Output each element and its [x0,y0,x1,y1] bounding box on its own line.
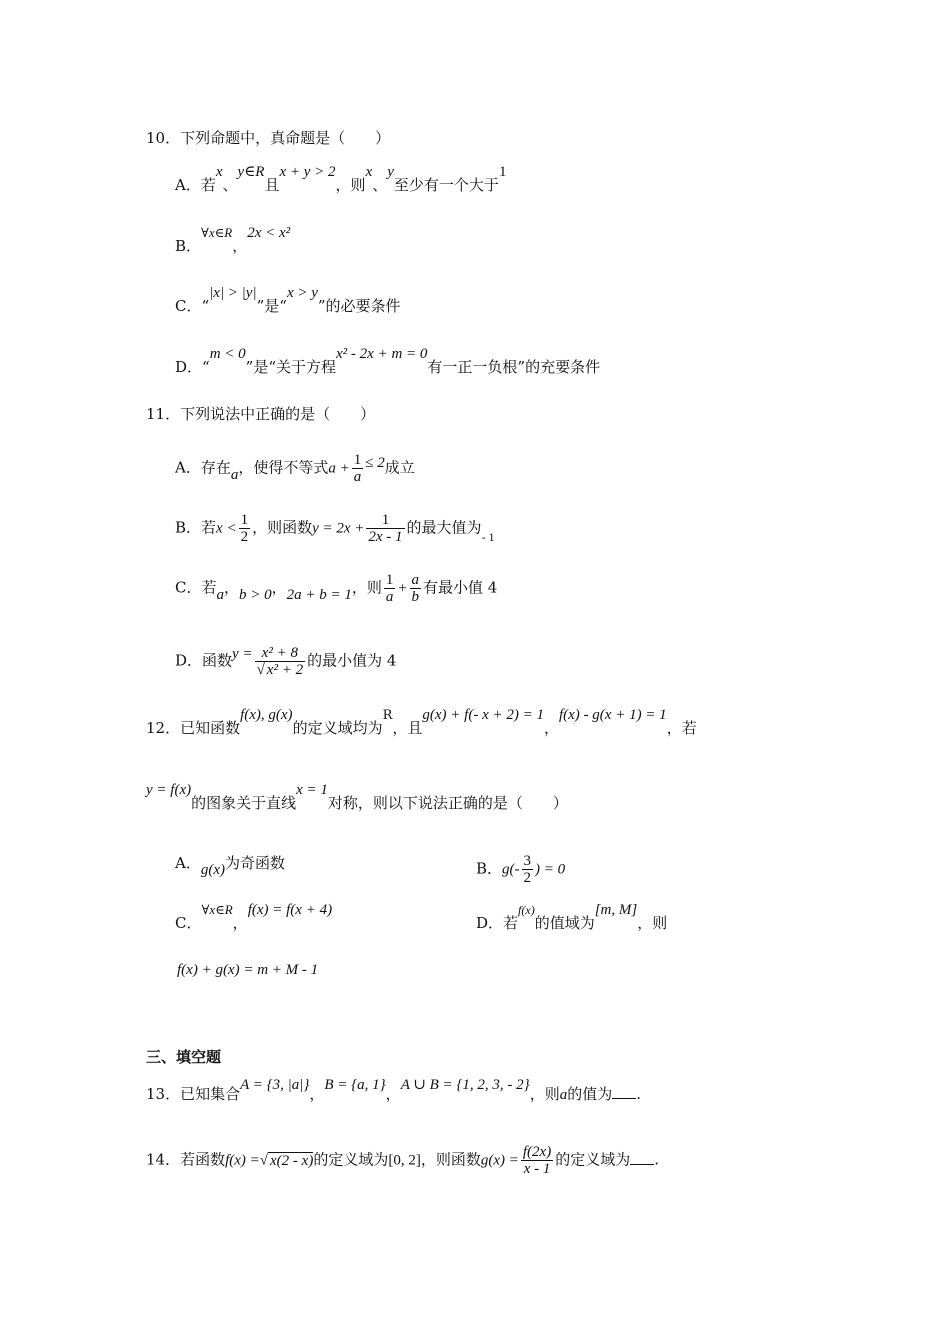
math: x + y > 2 [279,164,336,180]
q12-option-d-cont [177,959,318,980]
q11-option-a [175,452,415,485]
math: 2a + b = 1 [286,586,352,603]
q14 [146,1144,659,1177]
denominator: 2 [240,529,249,545]
text: 有一正一负根”的充要条件 [427,358,601,376]
text: 14．若函数 [146,1150,226,1169]
text: 的定义域为 [313,1150,389,1169]
q11-option-d [175,645,396,678]
denominator: 2 [523,870,532,886]
q12-option-a [175,853,286,878]
option-label: D．函数 [175,651,233,670]
text: ， [309,1085,325,1103]
math: a [559,1087,568,1103]
text: 、 [222,176,238,194]
math: y = 2x + [312,520,365,537]
math: f(x) - g(x + 1) = 1 [558,707,667,723]
math: x [365,164,373,180]
text: ， [232,237,248,255]
option-label: A． [175,854,201,872]
option-label: B．若 [175,518,217,537]
text: ，则 [529,1085,560,1103]
text: 13．已知集合 [146,1085,241,1103]
math: ≤ 2 [365,454,385,471]
text: ，则 [351,578,382,597]
numerator: a [411,572,420,588]
math: x = 1 [296,782,328,798]
option-label: B． [476,859,503,878]
math: [0, 2] [388,1152,421,1169]
text: ， [271,578,287,597]
numerator: 3 [523,853,532,869]
q13 [146,1077,641,1105]
text: 有最小值 4 [423,578,498,597]
math: x < [216,520,237,537]
math: ∀x∈R [201,225,233,240]
numerator: 1 [366,512,404,529]
option-label: A．若 [175,176,216,194]
fraction [384,572,396,605]
numerator: 1 [385,572,394,588]
numerator: 1 [240,512,249,528]
text: 的定义域为 [555,1150,631,1169]
q12-option-b [476,853,565,886]
answer-blank[interactable] [630,1150,654,1165]
text: 的值域为 [534,914,595,932]
text: ，则 [335,176,366,194]
q10-stem [146,128,390,148]
fraction [239,512,251,545]
radicand: x(2 - x) [270,1152,314,1169]
option-label: D．“ [175,358,210,376]
text: . [654,1150,660,1169]
text: ”的必要条件 [317,297,401,315]
text: 为奇函数 [225,854,286,872]
q11-option-b [175,512,495,545]
text: 至少有一个大于 [393,176,499,194]
text: ， [543,719,559,737]
math: 1 [498,164,507,180]
option-label: C．“ [175,297,210,315]
text: 且 [264,176,280,194]
q12-option-d [476,902,668,934]
q10-stem-text: 10．下列命题中，真命题是（ ） [146,129,391,147]
section-heading [146,1047,221,1067]
math: f(x) + g(x) = m + M - 1 [177,962,319,978]
denominator: x - 1 [523,1161,551,1177]
option-label: C． [175,914,202,932]
fraction [366,512,404,545]
math: x > y [286,285,318,301]
q12-stem-line2 [146,782,568,814]
q10-option-c [175,285,401,317]
math: g(x) [200,862,225,878]
math: R [382,708,393,723]
text: 成立 [384,458,415,477]
text: ”是“关于方程 [245,358,337,376]
numerator: 1 [353,452,362,468]
text: 12．已知函数 [146,719,241,737]
denominator: √ x² + 2 [256,662,304,678]
math: x² - 2x + m = 0 [336,346,428,362]
math: |x| > |y| [209,285,257,301]
q10-option-b [175,225,291,257]
text: ，则函数 [420,1150,481,1169]
math: 2x < x² [247,225,291,241]
text: ， [385,1085,401,1103]
text: ，则函数 [252,518,313,537]
math: A = {3, |a|} [240,1077,310,1093]
text: . [636,1085,641,1103]
math: ∀x∈R [201,902,233,917]
text: 、 [372,176,388,194]
q12-option-c [175,902,333,934]
denominator: 2x - 1 [368,529,403,545]
answer-blank[interactable] [612,1084,636,1099]
math: a [230,466,239,483]
math: y = [232,645,253,662]
math: f(x) = [225,1152,260,1169]
numerator: f(2x) [522,1144,552,1160]
fraction [352,452,364,485]
math: f(x), g(x) [240,707,293,723]
text: 的值为 [567,1085,613,1103]
text: ，则 [637,914,668,932]
math: a [216,586,224,603]
math: f(x) [518,903,535,917]
math: f(x) = f(x + 4) [247,902,333,918]
text: 的最小值为 4 [307,651,397,670]
option-label: B． [175,237,202,255]
text: ”是“ [256,297,287,315]
text: 的定义域均为 [292,719,383,737]
option-label: D．若 [476,914,519,932]
option-label: A．存在 [175,458,231,477]
q12-stem-line1 [146,707,697,740]
text: 的最大值为 [406,518,482,537]
math: y = f(x) [146,782,192,798]
q11-option-c [175,572,497,605]
math: [m, M] [594,902,638,918]
math: y [387,164,394,180]
denominator: a [353,469,362,485]
math: A ∪ B = {1, 2, 3, - 2} [400,1077,530,1093]
math: m < 0 [209,346,246,362]
sqrt: √ x(2 - x) [259,1152,314,1169]
fraction [522,853,534,886]
text: 的图象关于直线 [191,794,297,812]
math: + [397,580,408,597]
fraction [255,645,306,678]
denominator: a [385,589,394,605]
math: g(x) + f(- x + 2) = 1 [422,707,544,723]
math: a + [328,460,350,477]
q11-stem [146,404,375,424]
denominator: b [411,589,420,605]
numerator: x² + 8 [255,645,306,662]
math: y∈R [237,164,265,180]
math: x [215,164,223,180]
fraction [521,1144,553,1177]
math: ) = 0 [535,861,566,878]
math: B = {a, 1} [324,1077,386,1093]
q10-option-d [175,346,601,378]
text: ，若 [666,719,697,737]
math: - 1 [481,529,495,544]
fraction [410,572,422,605]
text: 对称，则以下说法正确的是（ ） [327,794,568,812]
text: ， [232,914,248,932]
option-label: C．若 [175,578,217,597]
math: b > 0 [239,586,272,603]
q11-stem-text: 11．下列说法中正确的是（ ） [146,405,376,423]
math: g(- [502,861,520,878]
math: g(x) = [480,1152,519,1169]
text: ，使得不等式 [238,458,329,477]
text: ，且 [392,719,423,737]
radicand: x² + 2 [266,662,304,678]
section-title: 三、填空题 [146,1048,222,1066]
q10-option-a [175,164,507,196]
text: ， [223,578,239,597]
